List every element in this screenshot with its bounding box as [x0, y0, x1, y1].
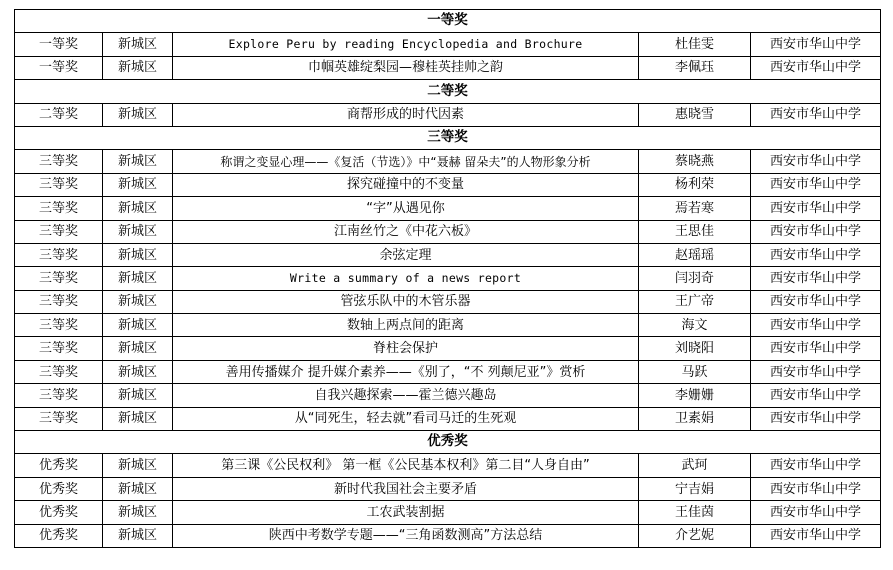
section-header-row	[15, 431, 881, 454]
school-cell: 西安市华山中学	[751, 477, 881, 500]
work-title-cell: 自我兴趣探索——霍兰德兴趣岛	[173, 384, 639, 407]
work-title-cell: Write a summary of a news report	[173, 267, 639, 290]
award-cell: 优秀奖	[15, 454, 103, 477]
section-title: 三等奖	[15, 126, 881, 149]
school-cell: 西安市华山中学	[751, 56, 881, 79]
section-title: 二等奖	[15, 80, 881, 103]
work-title-cell: 新时代我国社会主要矛盾	[173, 477, 639, 500]
school-cell: 西安市华山中学	[751, 197, 881, 220]
section-header-row	[15, 80, 881, 103]
district-cell: 新城区	[103, 407, 173, 430]
work-title-cell: 工农武装割据	[173, 501, 639, 524]
work-title-cell: 善用传播媒介 提升媒介素养——《别了，“不 列颠尼亚”》赏析	[173, 360, 639, 383]
section-title: 优秀奖	[15, 431, 881, 454]
award-cell: 三等奖	[15, 243, 103, 266]
work-title-cell: 商帮形成的时代因素	[173, 103, 639, 126]
award-cell: 优秀奖	[15, 477, 103, 500]
award-cell: 三等奖	[15, 384, 103, 407]
table-row	[15, 103, 881, 126]
district-cell: 新城区	[103, 197, 173, 220]
school-cell: 西安市华山中学	[751, 103, 881, 126]
award-cell: 三等奖	[15, 290, 103, 313]
school-cell: 西安市华山中学	[751, 243, 881, 266]
table-row	[15, 56, 881, 79]
award-cell: 三等奖	[15, 173, 103, 196]
work-title-cell: 江南丝竹之《中花六板》	[173, 220, 639, 243]
district-cell: 新城区	[103, 103, 173, 126]
author-name-cell: 海文	[639, 314, 751, 337]
author-name-cell: 杨利荣	[639, 173, 751, 196]
district-cell: 新城区	[103, 477, 173, 500]
table-row	[15, 33, 881, 56]
school-cell: 西安市华山中学	[751, 524, 881, 547]
work-title-cell: 余弦定理	[173, 243, 639, 266]
school-cell: 西安市华山中学	[751, 384, 881, 407]
table-row	[15, 243, 881, 266]
district-cell: 新城区	[103, 384, 173, 407]
author-name-cell: 武珂	[639, 454, 751, 477]
table-row	[15, 360, 881, 383]
school-cell: 西安市华山中学	[751, 150, 881, 173]
table-row	[15, 337, 881, 360]
school-cell: 西安市华山中学	[751, 454, 881, 477]
section-header-row	[15, 10, 881, 33]
work-title-cell: 第三课《公民权利》 第一框《公民基本权利》第二目“人身自由”	[173, 454, 639, 477]
author-name-cell: 王佳茵	[639, 501, 751, 524]
work-title-cell: 脊柱会保护	[173, 337, 639, 360]
district-cell: 新城区	[103, 501, 173, 524]
author-name-cell: 闫羽奇	[639, 267, 751, 290]
awards-table	[14, 9, 881, 548]
district-cell: 新城区	[103, 360, 173, 383]
school-cell: 西安市华山中学	[751, 173, 881, 196]
table-row	[15, 314, 881, 337]
work-title-cell: 从“同死生，轻去就”看司马迁的生死观	[173, 407, 639, 430]
district-cell: 新城区	[103, 243, 173, 266]
school-cell: 西安市华山中学	[751, 33, 881, 56]
work-title-cell: 探究碰撞中的不变量	[173, 173, 639, 196]
district-cell: 新城区	[103, 314, 173, 337]
work-title-cell: 巾帼英雄绽梨园—穆桂英挂帅之韵	[173, 56, 639, 79]
author-name-cell: 王广帝	[639, 290, 751, 313]
award-cell: 优秀奖	[15, 501, 103, 524]
work-title-cell: 陕西中考数学专题——“三角函数测高”方法总结	[173, 524, 639, 547]
school-cell: 西安市华山中学	[751, 220, 881, 243]
school-cell: 西安市华山中学	[751, 290, 881, 313]
school-cell: 西安市华山中学	[751, 360, 881, 383]
award-cell: 一等奖	[15, 33, 103, 56]
district-cell: 新城区	[103, 454, 173, 477]
table-row	[15, 501, 881, 524]
author-name-cell: 刘晓阳	[639, 337, 751, 360]
author-name-cell: 介艺妮	[639, 524, 751, 547]
award-cell: 一等奖	[15, 56, 103, 79]
section-header-row	[15, 126, 881, 149]
table-row	[15, 150, 881, 173]
table-row	[15, 454, 881, 477]
school-cell: 西安市华山中学	[751, 267, 881, 290]
author-name-cell: 杜佳雯	[639, 33, 751, 56]
district-cell: 新城区	[103, 267, 173, 290]
table-row	[15, 290, 881, 313]
awards-table-body	[15, 10, 881, 548]
award-cell: 三等奖	[15, 360, 103, 383]
award-cell: 优秀奖	[15, 524, 103, 547]
award-cell: 三等奖	[15, 314, 103, 337]
table-row	[15, 173, 881, 196]
author-name-cell: 李佩珏	[639, 56, 751, 79]
table-row	[15, 524, 881, 547]
district-cell: 新城区	[103, 524, 173, 547]
table-row	[15, 220, 881, 243]
author-name-cell: 焉若寒	[639, 197, 751, 220]
award-cell: 三等奖	[15, 337, 103, 360]
district-cell: 新城区	[103, 150, 173, 173]
table-row	[15, 477, 881, 500]
table-row	[15, 384, 881, 407]
district-cell: 新城区	[103, 56, 173, 79]
award-cell: 三等奖	[15, 150, 103, 173]
school-cell: 西安市华山中学	[751, 407, 881, 430]
author-name-cell: 惠晓雪	[639, 103, 751, 126]
table-row	[15, 267, 881, 290]
award-cell: 三等奖	[15, 407, 103, 430]
award-cell: 三等奖	[15, 267, 103, 290]
author-name-cell: 蔡晓燕	[639, 150, 751, 173]
work-title-cell: 称谓之变显心理——《复活（节选）》中“聂赫 留朵夫”的人物形象分析	[173, 150, 639, 173]
section-title: 一等奖	[15, 10, 881, 33]
author-name-cell: 宁吉娟	[639, 477, 751, 500]
district-cell: 新城区	[103, 173, 173, 196]
school-cell: 西安市华山中学	[751, 314, 881, 337]
district-cell: 新城区	[103, 337, 173, 360]
table-row	[15, 407, 881, 430]
award-cell: 三等奖	[15, 197, 103, 220]
school-cell: 西安市华山中学	[751, 501, 881, 524]
author-name-cell: 李姗姗	[639, 384, 751, 407]
author-name-cell: 王思佳	[639, 220, 751, 243]
district-cell: 新城区	[103, 290, 173, 313]
school-cell: 西安市华山中学	[751, 337, 881, 360]
award-cell: 二等奖	[15, 103, 103, 126]
award-cell: 三等奖	[15, 220, 103, 243]
work-title-cell: Explore Peru by reading Encyclopedia and Brochure	[173, 33, 639, 56]
work-title-cell: 管弦乐队中的木管乐器	[173, 290, 639, 313]
district-cell: 新城区	[103, 220, 173, 243]
author-name-cell: 赵瑶瑶	[639, 243, 751, 266]
table-row	[15, 197, 881, 220]
author-name-cell: 马跃	[639, 360, 751, 383]
work-title-cell: “字”从遇见你	[173, 197, 639, 220]
author-name-cell: 卫素娟	[639, 407, 751, 430]
work-title-cell: 数轴上两点间的距离	[173, 314, 639, 337]
district-cell: 新城区	[103, 33, 173, 56]
